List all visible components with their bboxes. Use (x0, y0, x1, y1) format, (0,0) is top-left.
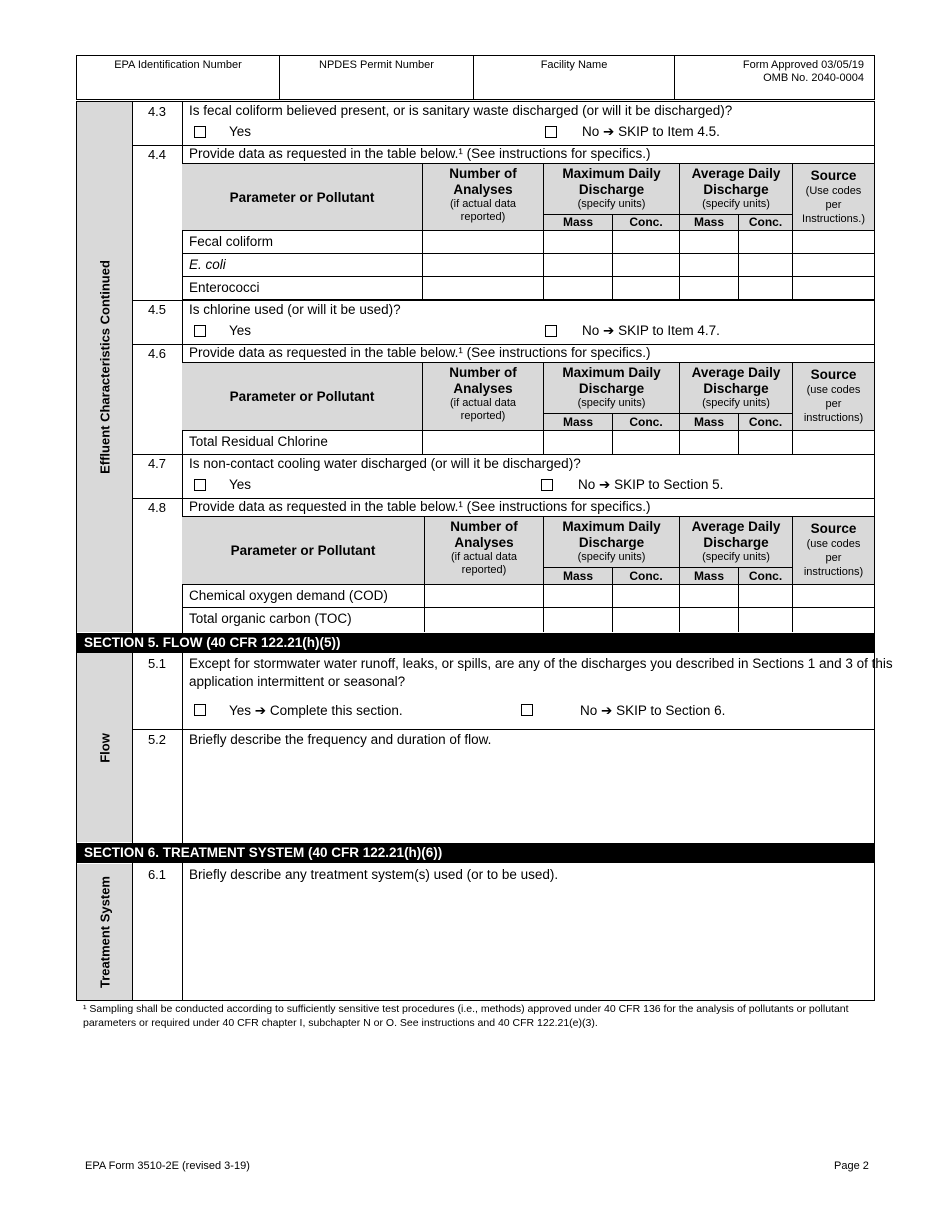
avg-mass-header: Mass (680, 414, 739, 431)
flow-description-field[interactable] (183, 752, 874, 842)
max-mass-header: Mass (544, 215, 613, 231)
max-daily-header (544, 517, 680, 568)
avg-daily-header (680, 164, 793, 215)
item-number: 5.1 (147, 656, 167, 671)
param-header: Parameter or Pollutant (182, 164, 423, 231)
param-header: Parameter or Pollutant (182, 517, 425, 585)
input-cell[interactable] (793, 254, 874, 277)
analyses-h4: reported) (460, 211, 506, 223)
facility-field[interactable] (474, 56, 675, 99)
avg-conc-header: Conc. (739, 568, 793, 585)
source-h1: Source (810, 367, 857, 382)
max-units: (specify units) (577, 198, 646, 210)
checkbox-4-5-no[interactable] (545, 325, 557, 337)
max-daily-header (544, 363, 680, 414)
analyses-h2: Analyses (453, 182, 513, 197)
question-4-7: Is non-contact cooling water discharged (or will it be discharged)? (189, 456, 581, 471)
source-h4: Instructions.) (802, 213, 865, 225)
no-skip-label: No ➔ SKIP to Section 6. (580, 703, 726, 718)
max-units: (specify units) (577, 397, 646, 409)
max-units: (specify units) (577, 551, 646, 563)
input-cell[interactable] (680, 585, 739, 608)
max-h1: Maximum Daily (562, 519, 661, 534)
table-4-6 (182, 363, 874, 454)
avg-daily-header (680, 363, 793, 414)
input-cell[interactable] (613, 231, 680, 254)
analyses-h4: reported) (461, 564, 507, 576)
table-row: Enterococci (182, 277, 423, 300)
flow-side-text: Flow (97, 732, 112, 763)
no-skip-label: No ➔ SKIP to Section 5. (578, 477, 724, 492)
avg-h2: Discharge (703, 182, 769, 197)
question-5-1-line2: application intermittent or seasonal? (189, 674, 406, 689)
source-header (793, 363, 874, 431)
effluent-side-text: Effluent Characteristics Continued (97, 260, 112, 474)
source-h3: per (825, 552, 842, 564)
table-row: Chemical oxygen demand (COD) (182, 585, 425, 608)
max-h2: Discharge (578, 535, 645, 550)
avg-mass-header: Mass (680, 568, 739, 585)
input-cell[interactable] (739, 608, 793, 632)
checkbox-5-1-no[interactable] (521, 704, 533, 716)
input-cell[interactable] (680, 431, 739, 454)
form-approved-text: Form Approved 03/05/19 (742, 59, 864, 71)
question-5-2: Briefly describe the frequency and duration of flow. (189, 732, 492, 747)
avg-conc-header: Conc. (739, 215, 793, 231)
analyses-h3: (if actual data (450, 551, 518, 563)
avg-units: (specify units) (702, 397, 770, 409)
source-h3: per (825, 398, 842, 410)
item-number: 4.5 (147, 302, 167, 317)
yes-label: Yes (229, 323, 252, 338)
avg-h2: Discharge (703, 535, 769, 550)
footnote-line1: ¹ Sampling shall be conducted according to sufficiently sensitive test procedures (i.e., methods) approved under 40 CFR 136 for the analysis of pollutants or pollutant (83, 1003, 849, 1015)
input-cell[interactable] (680, 231, 739, 254)
avg-h1: Average Daily (691, 365, 781, 380)
input-cell[interactable] (680, 277, 739, 300)
analyses-header (423, 164, 544, 231)
input-cell[interactable] (680, 254, 739, 277)
input-cell[interactable] (613, 585, 680, 608)
checkbox-4-7-no[interactable] (541, 479, 553, 491)
max-h2: Discharge (578, 182, 645, 197)
section-6-heading: SECTION 6. TREATMENT SYSTEM (40 CFR 122.21(h)(6)) (77, 843, 874, 863)
divider (132, 729, 875, 730)
analyses-h3: (if actual data (449, 198, 517, 210)
source-h2: (use codes (806, 538, 861, 550)
effluent-side-label (77, 102, 132, 632)
checkbox-4-3-yes[interactable] (194, 126, 206, 138)
input-cell[interactable] (739, 254, 793, 277)
question-4-3: Is fecal coliform believed present, or is sanitary waste discharged (or will it be discharged)? (189, 103, 733, 118)
input-cell[interactable] (423, 277, 544, 300)
treatment-description-field[interactable] (183, 887, 874, 999)
item-number: 4.3 (147, 104, 167, 119)
analyses-h1: Number of (449, 365, 517, 380)
treatment-side-label (77, 864, 132, 1000)
instruction-4-6: Provide data as requested in the table below.¹ (See instructions for specifics.) (189, 345, 651, 360)
input-cell[interactable] (680, 608, 739, 632)
treatment-side-text: Treatment System (97, 876, 112, 988)
table-header (182, 363, 874, 431)
npdes-field[interactable] (280, 56, 474, 99)
omb-text: OMB No. 2040-0004 (763, 72, 864, 84)
avg-units: (specify units) (702, 198, 770, 210)
page-number: Page 2 (834, 1160, 869, 1172)
input-cell[interactable] (793, 277, 874, 300)
table-header (182, 164, 874, 231)
instruction-4-4: Provide data as requested in the table below.¹ (See instructions for specifics.) (189, 146, 651, 161)
source-h1: Source (810, 521, 857, 536)
checkbox-4-3-no[interactable] (545, 126, 557, 138)
source-h2: (Use codes (805, 185, 862, 197)
source-header (793, 164, 874, 231)
avg-conc-header: Conc. (739, 414, 793, 431)
input-cell[interactable] (544, 254, 613, 277)
input-cell[interactable] (793, 231, 874, 254)
input-cell[interactable] (739, 231, 793, 254)
flow-side-label (77, 653, 132, 842)
footnote (83, 1002, 849, 1030)
analyses-header (425, 517, 544, 585)
instruction-4-8: Provide data as requested in the table below.¹ (See instructions for specifics.) (189, 499, 651, 514)
input-cell[interactable] (613, 254, 680, 277)
yes-label: Yes (229, 124, 252, 139)
source-h3: per (825, 199, 842, 211)
max-h2: Discharge (578, 381, 645, 396)
table-row: Total organic carbon (TOC) (182, 608, 425, 632)
divider (132, 454, 875, 455)
divider (132, 101, 133, 1001)
input-cell[interactable] (793, 585, 874, 608)
input-cell[interactable] (793, 431, 874, 454)
input-cell[interactable] (613, 277, 680, 300)
table-row: Fecal coliform (182, 231, 423, 254)
question-6-1: Briefly describe any treatment system(s) used (or to be used). (189, 867, 559, 882)
epa-id-label: EPA Identification Number (114, 59, 242, 71)
table-row: Total Residual Chlorine (182, 431, 423, 454)
max-mass-header: Mass (544, 414, 613, 431)
table-header (182, 517, 874, 585)
max-mass-header: Mass (544, 568, 613, 585)
source-h4: instructions) (803, 566, 864, 578)
max-conc-header: Conc. (613, 215, 680, 231)
avg-h1: Average Daily (691, 166, 781, 181)
input-cell[interactable] (423, 231, 544, 254)
form-header (76, 55, 875, 100)
input-cell[interactable] (544, 608, 613, 632)
analyses-h1: Number of (450, 519, 518, 534)
question-5-1-line1: Except for stormwater water runoff, leaks, or spills, are any of the discharges you described in Sections 1 and 3 of this (189, 656, 893, 671)
param-header: Parameter or Pollutant (182, 363, 423, 431)
input-cell[interactable] (544, 231, 613, 254)
input-cell[interactable] (739, 277, 793, 300)
npdes-label: NPDES Permit Number (319, 59, 434, 71)
max-conc-header: Conc. (613, 568, 680, 585)
input-cell[interactable] (793, 608, 874, 632)
max-conc-header: Conc. (613, 414, 680, 431)
item-number: 4.6 (147, 346, 167, 361)
question-4-5: Is chlorine used (or will it be used)? (189, 302, 401, 317)
item-number: 5.2 (147, 732, 167, 747)
avg-mass-header: Mass (680, 215, 739, 231)
table-4-4 (182, 164, 874, 300)
source-h1: Source (810, 168, 857, 183)
footnote-line2: parameters or required under 40 CFR chapter I, subchapter N or O. See instructions and 40 CFR 122.21(e)(3). (83, 1017, 598, 1029)
section-5-heading: SECTION 5. FLOW (40 CFR 122.21(h)(5)) (77, 633, 874, 653)
avg-h2: Discharge (703, 381, 769, 396)
checkbox-5-1-yes[interactable] (194, 704, 206, 716)
analyses-h2: Analyses (453, 381, 513, 396)
facility-label: Facility Name (540, 59, 608, 71)
epa-id-field[interactable] (77, 56, 280, 99)
table-4-8 (182, 517, 874, 632)
input-cell[interactable] (613, 608, 680, 632)
form-approval (743, 59, 864, 85)
yes-label: Yes (229, 477, 252, 492)
input-cell[interactable] (423, 254, 544, 277)
input-cell[interactable] (425, 585, 544, 608)
input-cell[interactable] (544, 277, 613, 300)
item-number: 4.8 (147, 500, 167, 515)
analyses-h1: Number of (449, 166, 517, 181)
source-h2: (use codes (806, 384, 861, 396)
avg-h1: Average Daily (691, 519, 781, 534)
analyses-h2: Analyses (454, 535, 514, 550)
max-h1: Maximum Daily (562, 166, 661, 181)
max-daily-header (544, 164, 680, 215)
checkbox-4-7-yes[interactable] (194, 479, 206, 491)
no-skip-label: No ➔ SKIP to Item 4.5. (582, 124, 720, 139)
yes-label: Yes ➔ Complete this section. (229, 703, 403, 718)
avg-units: (specify units) (702, 551, 770, 563)
input-cell[interactable] (423, 431, 544, 454)
analyses-h3: (if actual data (449, 397, 517, 409)
item-number: 4.7 (147, 456, 167, 471)
avg-daily-header (680, 517, 793, 568)
input-cell[interactable] (544, 431, 613, 454)
no-skip-label: No ➔ SKIP to Item 4.7. (582, 323, 720, 338)
input-cell[interactable] (739, 431, 793, 454)
input-cell[interactable] (613, 431, 680, 454)
analyses-h4: reported) (460, 410, 506, 422)
source-header (793, 517, 874, 585)
input-cell[interactable] (739, 585, 793, 608)
item-number: 6.1 (147, 867, 167, 882)
divider (132, 300, 875, 301)
analyses-header (423, 363, 544, 431)
input-cell[interactable] (544, 585, 613, 608)
checkbox-4-5-yes[interactable] (194, 325, 206, 337)
table-row: E. coli (182, 254, 423, 277)
item-number: 4.4 (147, 147, 167, 162)
source-h4: instructions) (803, 412, 864, 424)
form-number: EPA Form 3510-2E (revised 3-19) (85, 1160, 250, 1172)
max-h1: Maximum Daily (562, 365, 661, 380)
input-cell[interactable] (425, 608, 544, 632)
